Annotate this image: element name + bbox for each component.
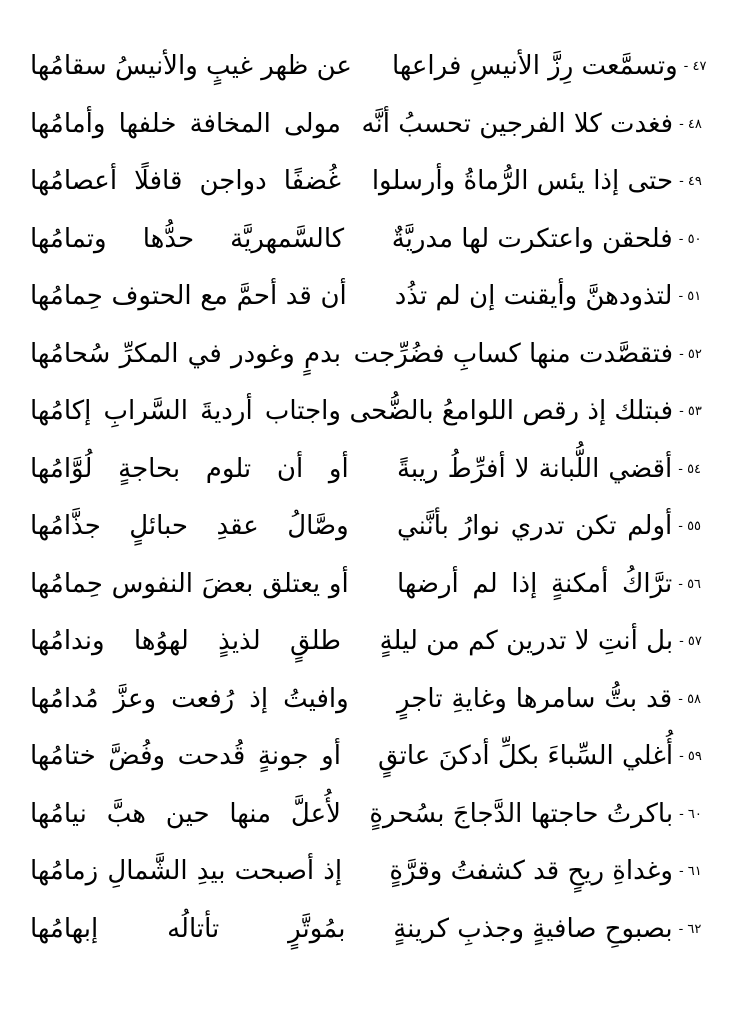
verse-first-hemistich: أُغلي السِّباءَ بكلِّ أدكنَ عاتقٍ bbox=[377, 741, 674, 772]
verse-number: ٦٢ - bbox=[678, 921, 702, 937]
verse-second-hemistich: لأُعلَّ منها حين هبَّ نيامُها bbox=[30, 798, 341, 829]
verse-first-hemistich: بصبوحِ صافيةٍ وجذبِ كرينةٍ bbox=[393, 913, 673, 944]
verse-first-hemistich: فبتلك إذ رقص اللوامعُ بالضُّحى bbox=[349, 396, 674, 427]
verse-number: ٦٠ - bbox=[679, 806, 702, 822]
verse-second-hemistich: أن قد أحمَّ مع الحتوف حِمامُها bbox=[30, 281, 347, 312]
verse-first-hemistich: ترَّاكُ أمكنةٍ إذا لم أرضها bbox=[396, 568, 673, 599]
verse-second-hemistich: بدمٍ وغودر في المكرِّ سُحامُها bbox=[30, 338, 341, 369]
verse-second-hemistich: غُضفًا دواجن قافلًا أعصامُها bbox=[30, 166, 341, 197]
verse-second-hemistich: عن ظهر غيبٍ والأنيسُ سقامُها bbox=[30, 51, 352, 82]
verse-row bbox=[30, 38, 713, 96]
verse-number: ٥٨ - bbox=[678, 691, 702, 707]
verse-row bbox=[30, 268, 713, 326]
verse-number: ٥٥ - bbox=[678, 519, 702, 535]
verse-first-hemistich: حتى إذا يئس الرُّماةُ وأرسلوا bbox=[371, 166, 674, 197]
verse-number: ٥١ - bbox=[678, 289, 702, 305]
verse-row bbox=[30, 843, 713, 901]
verse-number: ٥٠ - bbox=[678, 231, 702, 247]
verse-second-hemistich: إذ أصبحت بيدِ الشَّمالِ زمامُها bbox=[30, 856, 343, 887]
verse-second-hemistich: مولى المخافة خلفها وأمامُها bbox=[30, 108, 341, 139]
verse-first-hemistich: بل أنتِ لا تدرين كم من ليلةٍ bbox=[379, 626, 674, 657]
verse-second-hemistich: أو جونةٍ قُدحت وفُضَّ ختامُها bbox=[30, 741, 341, 772]
verse-second-hemistich: طلقٍ لذيذٍ لهوُها وندامُها bbox=[30, 626, 341, 657]
verse-second-hemistich: واجتاب أرديةَ السَّرابِ إكامُها bbox=[30, 396, 341, 427]
verse-first-hemistich: وتسمَّعت رِزَّ الأنيسِ فراعها bbox=[391, 51, 678, 82]
verse-first-hemistich: فغدت كلا الفرجين تحسبُ أنَّه bbox=[361, 108, 674, 139]
verse-row bbox=[30, 326, 713, 384]
verse-row bbox=[30, 901, 713, 959]
verse-number: ٦١ - bbox=[678, 864, 702, 880]
verse-first-hemistich: قد بتُّ سامرها وغايةِ تاجرٍ bbox=[396, 683, 673, 714]
verse-first-hemistich: باكرتُ حاجتها الدَّجاجَ بسُحرةٍ bbox=[369, 798, 674, 829]
verse-first-hemistich: أقضي اللُّبانة لا أفرِّطُ ريبةً bbox=[396, 453, 673, 484]
verse-first-hemistich: لتذودهنَّ وأيقنت إن لم تذُد bbox=[394, 281, 673, 312]
verse-row bbox=[30, 441, 713, 499]
verse-second-hemistich: أو أن تلوم بحاجةٍ لُوَّامُها bbox=[30, 453, 349, 484]
verse-row bbox=[30, 96, 713, 154]
verse-number: ٥٣ - bbox=[679, 404, 702, 420]
verse-number: ٤٩ - bbox=[679, 174, 702, 190]
verse-first-hemistich: أولم تكن تدري نوارُ بأنَّني bbox=[396, 511, 673, 542]
verse-second-hemistich: أو يعتلق بعضَ النفوس حِمامُها bbox=[30, 568, 349, 599]
verse-row bbox=[30, 786, 713, 844]
verse-row bbox=[30, 153, 713, 211]
verse-first-hemistich: فتقصَّدت منها كسابِ فضُرِّجت bbox=[353, 338, 674, 369]
verse-row bbox=[30, 728, 713, 786]
verse-first-hemistich: وغداةِ ريحٍ قد كشفتُ وقرَّةٍ bbox=[389, 856, 673, 887]
verse-row bbox=[30, 211, 713, 269]
verse-number: ٥٦ - bbox=[678, 576, 702, 592]
verse-number: ٥٢ - bbox=[679, 346, 702, 362]
verse-row bbox=[30, 613, 713, 671]
poem-verses bbox=[30, 38, 713, 958]
verse-number: ٥٧ - bbox=[679, 634, 702, 650]
verse-second-hemistich: وافيتُ إذ رُفعت وعزَّ مُدامُها bbox=[30, 683, 349, 714]
verse-row bbox=[30, 671, 713, 729]
verse-second-hemistich: وصَّالُ عقدِ حبائلٍ جذَّامُها bbox=[30, 511, 349, 542]
verse-second-hemistich: بمُوتَّرٍ تأتالُه إبهامُها bbox=[30, 913, 346, 944]
verse-number: ٥٩ - bbox=[679, 749, 702, 765]
verse-first-hemistich: فلحقن واعتكرت لها مدريَّةٌ bbox=[391, 223, 673, 254]
verse-row bbox=[30, 383, 713, 441]
verse-number: ٤٨ - bbox=[679, 116, 702, 132]
verse-second-hemistich: كالسَّمهريَّة حدُّها وتمامُها bbox=[30, 223, 345, 254]
verse-row bbox=[30, 556, 713, 614]
verse-number: ٥٤ - bbox=[678, 461, 702, 477]
verse-row bbox=[30, 498, 713, 556]
verse-number: ٤٧ - bbox=[683, 59, 707, 75]
